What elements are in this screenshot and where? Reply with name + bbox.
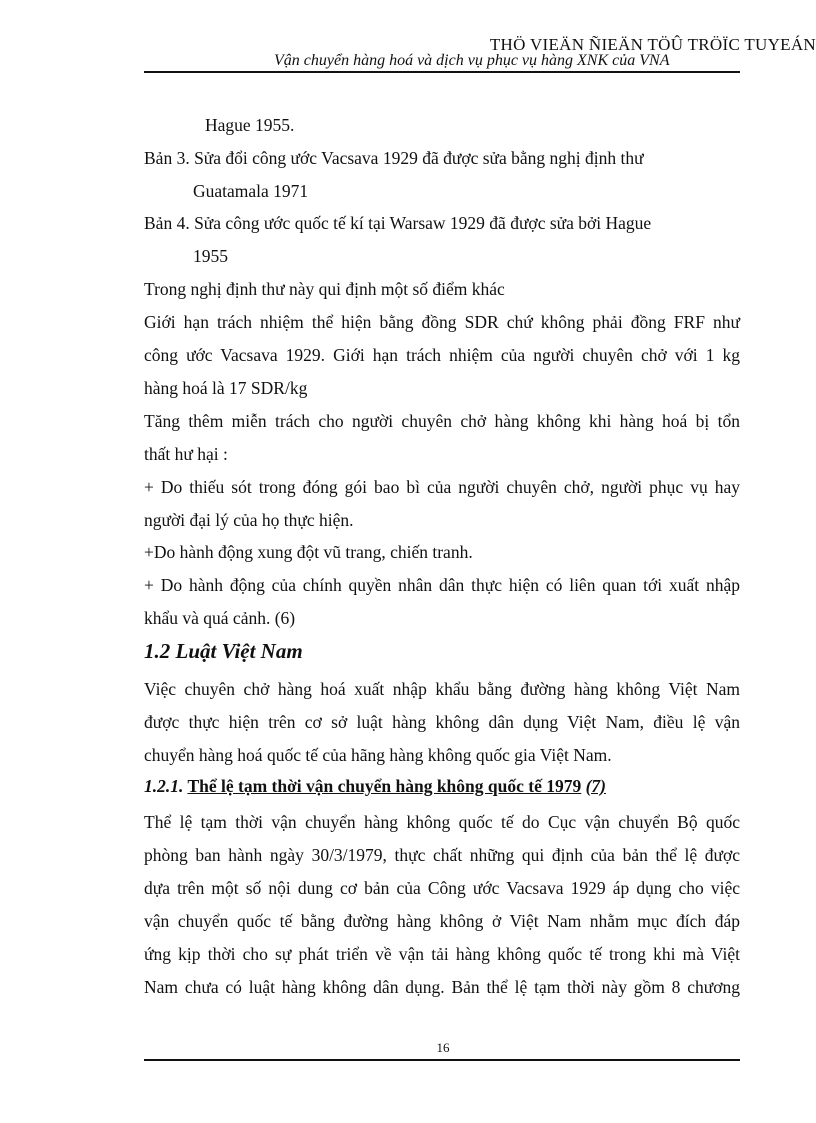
subsection-heading bbox=[144, 776, 606, 797]
section-heading: 1.2 Luật Việt Nam bbox=[144, 639, 303, 663]
running-header: Vận chuyển hàng hoá và dịch vụ phục vụ hàng XNK của VNA bbox=[274, 52, 670, 69]
text-line: + Do hành động của chính quyền nhân dân thực hiện có liên quan tới xuất nhập bbox=[144, 575, 740, 595]
text-line: vận chuyển quốc tế bằng đường hàng không ở Việt Nam nhằm mục đích đáp bbox=[144, 911, 740, 931]
text-line: dựa trên một số nội dung cơ bản của Công ước Vacsava 1929 áp dụng cho việc bbox=[144, 878, 740, 898]
header-rule bbox=[144, 71, 740, 73]
text-line: Việc chuyên chở hàng hoá xuất nhập khẩu bằng đường hàng không Việt Nam bbox=[144, 679, 740, 699]
text-line: khẩu và quá cảnh. (6) bbox=[144, 608, 296, 628]
text-line: Trong nghị định thư này qui định một số điểm khác bbox=[144, 279, 505, 299]
text-line: chuyển hàng hoá quốc tế của hãng hàng không quốc gia Việt Nam. bbox=[144, 745, 612, 765]
text-line: Nam chưa có luật hàng không dân dụng. Bản thể lệ tạm thời này gồm 8 chương bbox=[144, 977, 740, 997]
text-line: hàng hoá là 17 SDR/kg bbox=[144, 378, 308, 398]
text-line: người đại lý của họ thực hiện. bbox=[144, 510, 354, 530]
text-line: + Do thiếu sót trong đóng gói bao bì của người chuyên chở, người phục vụ hay bbox=[144, 477, 740, 497]
text-line: Tăng thêm miễn trách cho người chuyên chở hàng không khi hàng hoá bị tổn bbox=[144, 411, 740, 431]
text-line: được thực hiện trên cơ sở luật hàng không dân dụng Việt Nam, điều lệ vận bbox=[144, 712, 740, 732]
subsection-number: 1.2.1. bbox=[144, 776, 184, 796]
page-number: 16 bbox=[436, 1040, 450, 1055]
text-line: phòng ban hành ngày 30/3/1979, thực chất những qui định của bản thể lệ được bbox=[144, 845, 740, 865]
text-line: thất hư hại : bbox=[144, 444, 228, 464]
text-line: Giới hạn trách nhiệm thể hiện bằng đồng SDR chứ không phải đồng FRF như bbox=[144, 312, 740, 332]
subsection-reference: (7) bbox=[585, 776, 606, 796]
text-line: công ước Vacsava 1929. Giới hạn trách nhiệm của người chuyên chở với 1 kg bbox=[144, 345, 740, 365]
text-line: Guatamala 1971 bbox=[193, 181, 309, 201]
subsection-title: Thể lệ tạm thời vận chuyển hàng không quốc tế 1979 bbox=[187, 776, 582, 796]
text-line: Thể lệ tạm thời vận chuyển hàng không quốc tế do Cục vận chuyển Bộ quốc bbox=[144, 812, 740, 832]
text-line: Bản 4. Sửa công ước quốc tế kí tại Warsaw 1929 đã được sửa bởi Hague bbox=[144, 213, 652, 233]
footer-rule bbox=[144, 1059, 740, 1061]
text-line: +Do hành động xung đột vũ trang, chiến tranh. bbox=[144, 542, 473, 562]
text-line: 1955 bbox=[193, 246, 228, 266]
text-line: ứng kịp thời cho sự phát triển về vận tải hàng không quốc tế trong khi mà Việt bbox=[144, 944, 740, 964]
text-line: Hague 1955. bbox=[205, 115, 295, 135]
text-line: Bản 3. Sửa đổi công ước Vacsava 1929 đã được sửa bằng nghị định thư bbox=[144, 148, 644, 168]
library-title: THÖ VIEÄN ÑIEÄN TÖÛ TRÖÏC TUYEÁN bbox=[489, 35, 816, 54]
